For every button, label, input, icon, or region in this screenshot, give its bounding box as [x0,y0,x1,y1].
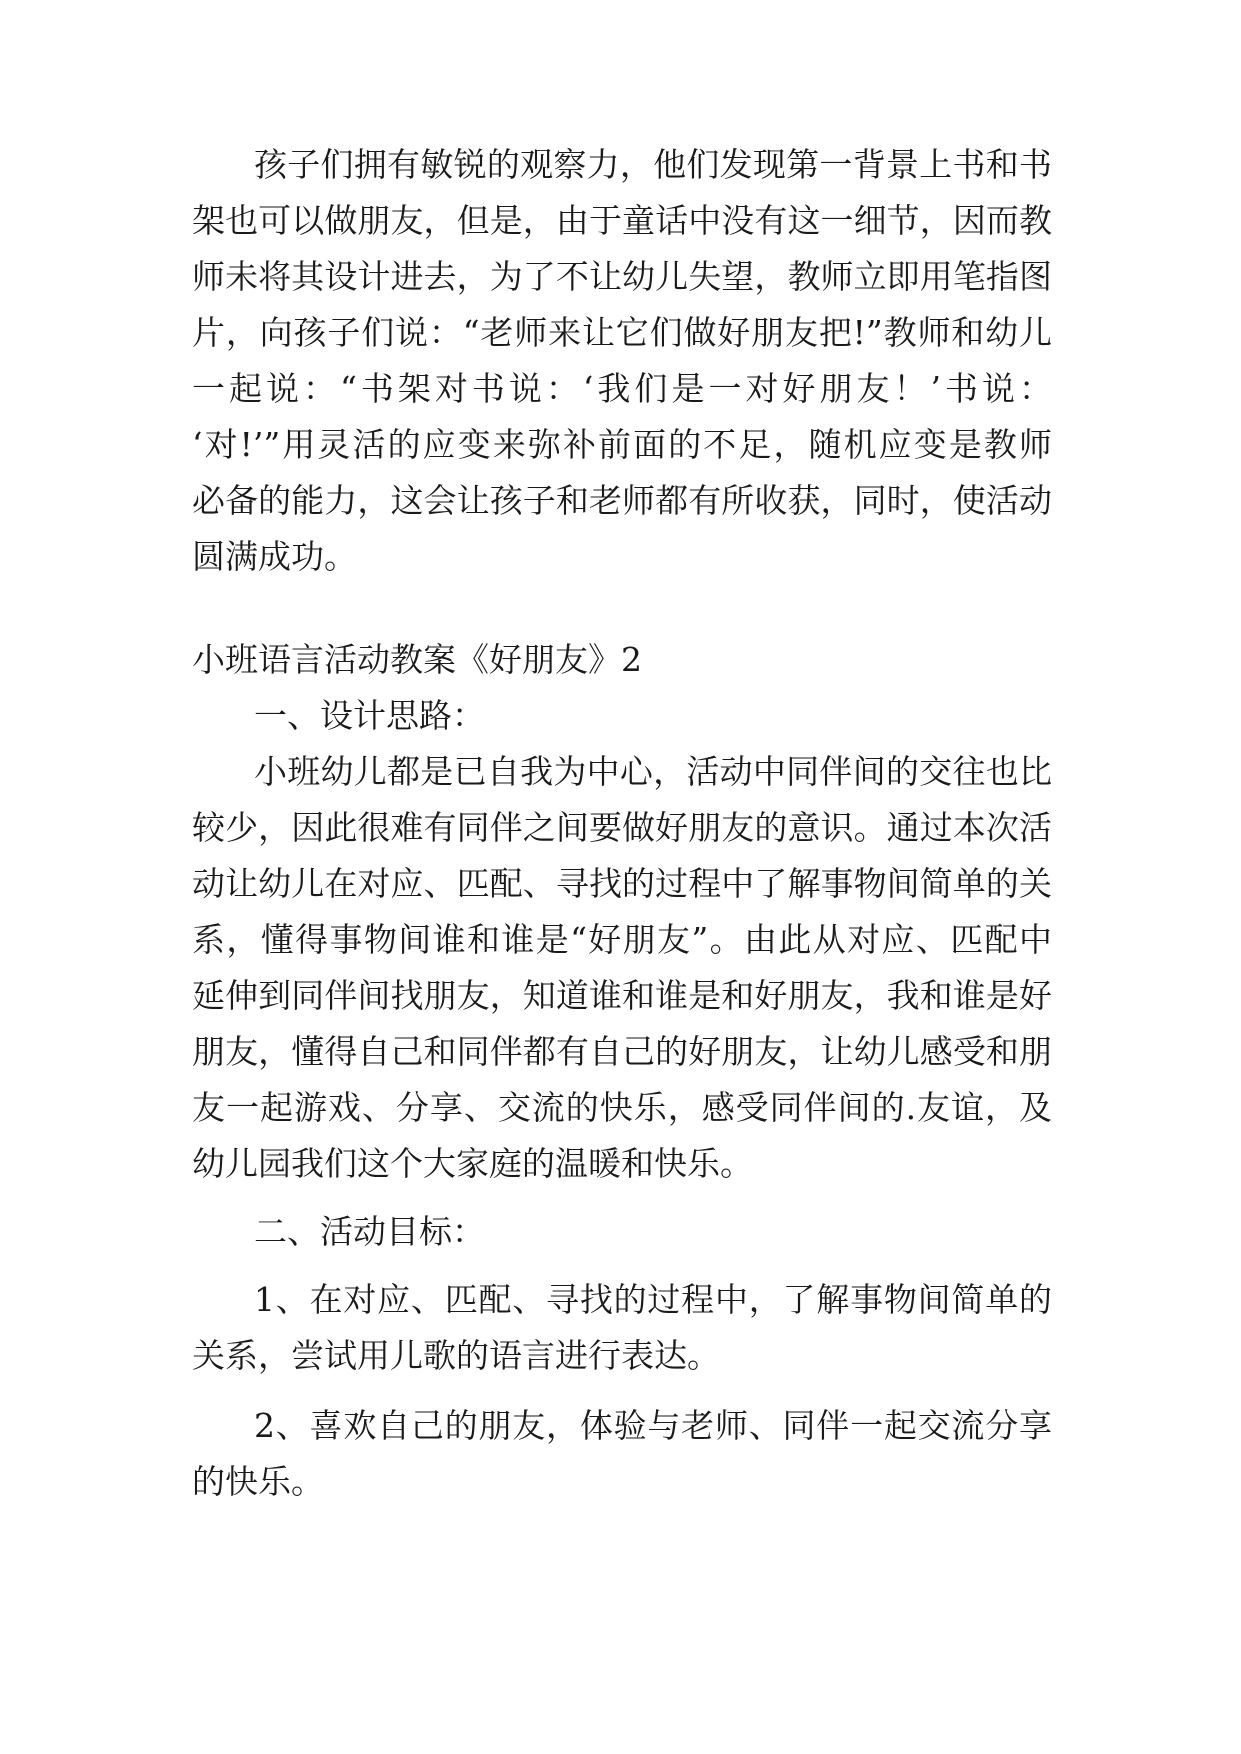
paragraph-1-line-1: 孩子们拥有敏锐的观察力，他们发现第一背景上书和书 [254,145,1052,184]
paragraph-2-line-4: 系，懂得事物间谁和谁是“好朋友”。由此从对应、匹配中 [192,920,1052,959]
goal-2-line-2: 的快乐。 [192,1462,324,1501]
paragraph-2-line-2: 较少，因此很难有同伴之间要做好朋友的意识。通过本次活 [192,808,1052,847]
paragraph-1-line-7: 必备的能力，这会让孩子和老师都有所收获，同时，使活动 [192,481,1052,520]
paragraph-1-line-5: 一起说：“书架对书说：‘我们是一对好朋友！’书说： [192,369,1052,408]
heading-design-ideas: 一、设计思路： [254,696,485,735]
paragraph-2-line-5: 延伸到同伴间找朋友，知道谁和谁是和好朋友，我和谁是好 [192,976,1052,1015]
paragraph-2-line-6: 朋友，懂得自己和同伴都有自己的好朋友，让幼儿感受和朋 [192,1032,1052,1071]
section-title: 小班语言活动教案《好朋友》2 [192,640,642,679]
paragraph-1-line-2: 架也可以做朋友，但是，由于童话中没有这一细节，因而教 [192,201,1052,240]
paragraph-1-line-3: 师未将其设计进去，为了不让幼儿失望，教师立即用笔指图 [192,257,1052,296]
paragraph-1-line-8: 圆满成功。 [192,537,357,576]
paragraph-1-line-6: ‘对!’”用灵活的应变来弥补前面的不足，随机应变是教师 [192,425,1052,464]
heading-activity-goals: 二、活动目标： [254,1212,485,1251]
paragraph-1-line-4: 片，向孩子们说：“老师来让它们做好朋友把!”教师和幼儿 [192,313,1052,352]
goal-1-line-1: 1、在对应、匹配、寻找的过程中，了解事物间简单的 [254,1280,1052,1319]
goal-1-line-2: 关系，尝试用儿歌的语言进行表达。 [192,1336,720,1375]
paragraph-2-line-3: 动让幼儿在对应、匹配、寻找的过程中了解事物间简单的关 [192,864,1052,903]
paragraph-2-line-7: 友一起游戏、分享、交流的快乐，感受同伴间的.友谊，及 [192,1088,1052,1127]
paragraph-2-line-1: 小班幼儿都是已自我为中心，活动中同伴间的交往也比 [254,752,1052,791]
paragraph-2-line-8: 幼儿园我们这个大家庭的温暖和快乐。 [192,1144,753,1183]
goal-2-line-1: 2、喜欢自己的朋友，体验与老师、同伴一起交流分享 [254,1406,1052,1445]
